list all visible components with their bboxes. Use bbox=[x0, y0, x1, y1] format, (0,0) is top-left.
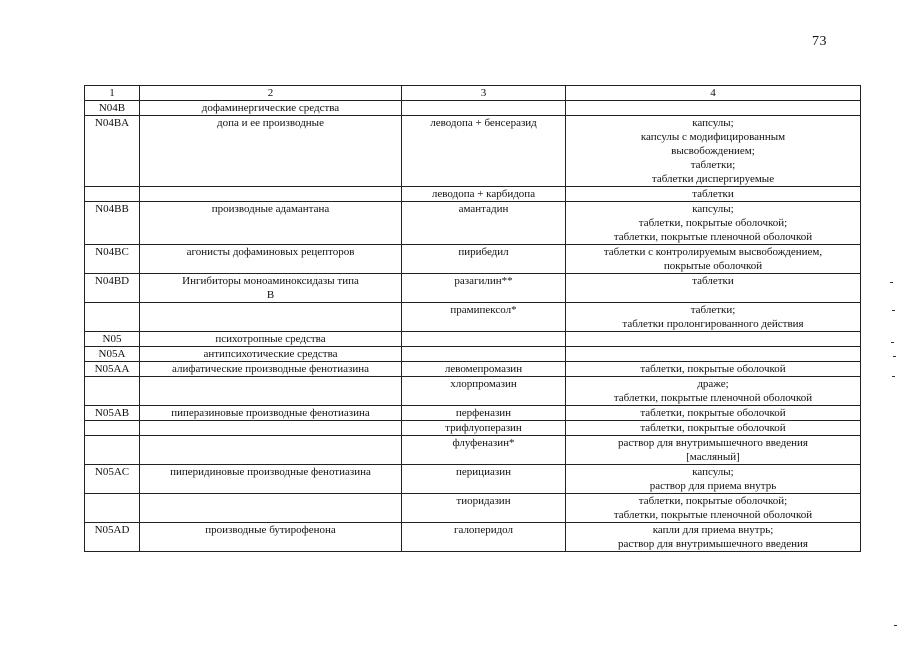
drug-name bbox=[402, 101, 566, 116]
dosage-form: таблетки, покрытые оболочкой bbox=[640, 407, 786, 419]
scan-mark bbox=[892, 376, 895, 377]
group-name-line: Ингибиторы моноаминоксидазы типа bbox=[182, 275, 359, 287]
dosage-form: драже; bbox=[697, 378, 729, 390]
atc-code bbox=[85, 494, 140, 523]
dosage-form: таблетки bbox=[692, 188, 734, 200]
dosage-form: таблетки, покрытые пленочной оболочкой bbox=[613, 392, 813, 404]
column-header-3: 3 bbox=[402, 86, 566, 101]
table-row bbox=[85, 421, 861, 436]
scan-margin-marks bbox=[888, 270, 900, 650]
dosage-forms bbox=[566, 116, 861, 187]
atc-code: N04BD bbox=[85, 274, 140, 303]
scan-mark bbox=[891, 342, 894, 343]
dosage-form: капли для приема внутрь; bbox=[652, 524, 774, 536]
dosage-forms bbox=[566, 101, 861, 116]
group-name: производные бутирофенона bbox=[140, 523, 402, 552]
atc-code bbox=[85, 436, 140, 465]
drug-name: флуфеназин* bbox=[402, 436, 566, 465]
table-row bbox=[85, 101, 861, 116]
dosage-forms bbox=[566, 406, 861, 421]
drug-name: леводопа + бенсеразид bbox=[402, 116, 566, 187]
dosage-form: капсулы; bbox=[692, 466, 734, 478]
group-name bbox=[140, 274, 402, 303]
dosage-form: таблетки с контролируемым высвобождением, bbox=[603, 246, 823, 258]
group-name: психотропные средства bbox=[140, 332, 402, 347]
page-number: 73 bbox=[812, 34, 827, 49]
atc-code: N04BB bbox=[85, 202, 140, 245]
group-name bbox=[140, 377, 402, 406]
group-name bbox=[140, 303, 402, 332]
column-header-4: 4 bbox=[566, 86, 861, 101]
dosage-forms bbox=[566, 245, 861, 274]
dosage-form: таблетки bbox=[692, 275, 734, 287]
atc-code bbox=[85, 187, 140, 202]
drug-name bbox=[402, 332, 566, 347]
dosage-forms bbox=[566, 436, 861, 465]
drug-name: перфеназин bbox=[402, 406, 566, 421]
drug-name: перициазин bbox=[402, 465, 566, 494]
group-name bbox=[140, 421, 402, 436]
column-header-1: 1 bbox=[85, 86, 140, 101]
table-row bbox=[85, 187, 861, 202]
drug-name: галоперидол bbox=[402, 523, 566, 552]
table-row bbox=[85, 377, 861, 406]
group-name: алифатические производные фенотиазина bbox=[140, 362, 402, 377]
group-name-line: В bbox=[266, 289, 275, 301]
dosage-forms bbox=[566, 303, 861, 332]
dosage-forms bbox=[566, 421, 861, 436]
dosage-form: [масляный] bbox=[686, 451, 740, 463]
dosage-form: капсулы; bbox=[692, 203, 734, 215]
table-row bbox=[85, 303, 861, 332]
dosage-form: таблетки; bbox=[690, 159, 736, 171]
group-name: пиперидиновые производные фенотиазина bbox=[140, 465, 402, 494]
dosage-form: раствор для приема внутрь bbox=[649, 480, 777, 492]
atc-code: N04B bbox=[85, 101, 140, 116]
dosage-form: таблетки; bbox=[690, 304, 736, 316]
atc-code bbox=[85, 377, 140, 406]
table-row bbox=[85, 347, 861, 362]
table-row bbox=[85, 494, 861, 523]
atc-code: N04BA bbox=[85, 116, 140, 187]
drug-name: пирибедил bbox=[402, 245, 566, 274]
group-name: допа и ее производные bbox=[140, 116, 402, 187]
dosage-form: таблетки пролонгированного действия bbox=[622, 318, 804, 330]
dosage-forms bbox=[566, 187, 861, 202]
dosage-form: капсулы; bbox=[692, 117, 734, 129]
table-row bbox=[85, 406, 861, 421]
dosage-form: таблетки, покрытые оболочкой bbox=[640, 422, 786, 434]
dosage-forms bbox=[566, 362, 861, 377]
dosage-forms bbox=[566, 523, 861, 552]
dosage-forms bbox=[566, 202, 861, 245]
dosage-forms bbox=[566, 377, 861, 406]
dosage-forms bbox=[566, 274, 861, 303]
dosage-form: таблетки, покрытые оболочкой; bbox=[638, 217, 788, 229]
atc-code bbox=[85, 303, 140, 332]
dosage-form: капсулы с модифицированным bbox=[640, 131, 786, 143]
group-name: антипсихотические средства bbox=[140, 347, 402, 362]
group-name: производные адамантана bbox=[140, 202, 402, 245]
scan-mark bbox=[892, 310, 895, 311]
table-row bbox=[85, 523, 861, 552]
atc-code: N05AC bbox=[85, 465, 140, 494]
table-row bbox=[85, 362, 861, 377]
table-row bbox=[85, 465, 861, 494]
dosage-form: таблетки, покрытые оболочкой bbox=[640, 363, 786, 375]
group-name: пиперазиновые производные фенотиазина bbox=[140, 406, 402, 421]
scan-mark bbox=[893, 356, 896, 357]
atc-code: N05AB bbox=[85, 406, 140, 421]
atc-code: N05AA bbox=[85, 362, 140, 377]
dosage-form: таблетки, покрытые оболочкой; bbox=[638, 495, 788, 507]
group-name bbox=[140, 187, 402, 202]
drug-name: хлорпромазин bbox=[402, 377, 566, 406]
drug-name: левомепромазин bbox=[402, 362, 566, 377]
dosage-forms bbox=[566, 332, 861, 347]
dosage-form: раствор для внутримышечного введения bbox=[618, 437, 808, 449]
drug-name: разагилин** bbox=[402, 274, 566, 303]
scan-mark bbox=[890, 282, 893, 283]
drug-name: леводопа + карбидопа bbox=[402, 187, 566, 202]
group-name: дофаминергические средства bbox=[140, 101, 402, 116]
dosage-form: таблетки диспергируемые bbox=[651, 173, 775, 185]
table-row bbox=[85, 116, 861, 187]
dosage-form: раствор для внутримышечного введения bbox=[618, 538, 808, 550]
dosage-form: покрытые оболочкой bbox=[663, 260, 763, 272]
atc-code: N05 bbox=[85, 332, 140, 347]
table-row bbox=[85, 274, 861, 303]
atc-code: N04BC bbox=[85, 245, 140, 274]
drug-name: амантадин bbox=[402, 202, 566, 245]
table-row bbox=[85, 202, 861, 245]
table-header-row bbox=[85, 86, 861, 101]
scan-mark bbox=[894, 625, 897, 626]
drug-name: трифлуоперазин bbox=[402, 421, 566, 436]
dosage-forms bbox=[566, 347, 861, 362]
atc-code: N05AD bbox=[85, 523, 140, 552]
drug-name: тиоридазин bbox=[402, 494, 566, 523]
table-row bbox=[85, 245, 861, 274]
group-name bbox=[140, 436, 402, 465]
drug-name: прамипексол* bbox=[402, 303, 566, 332]
table-row bbox=[85, 436, 861, 465]
dosage-form: таблетки, покрытые пленочной оболочкой bbox=[613, 509, 813, 521]
group-name: агонисты дофаминовых рецепторов bbox=[140, 245, 402, 274]
drug-name bbox=[402, 347, 566, 362]
column-header-2: 2 bbox=[140, 86, 402, 101]
dosage-form: таблетки, покрытые пленочной оболочкой bbox=[613, 231, 813, 243]
dosage-forms bbox=[566, 465, 861, 494]
atc-code bbox=[85, 421, 140, 436]
dosage-forms bbox=[566, 494, 861, 523]
atc-code: N05A bbox=[85, 347, 140, 362]
dosage-form: высвобождением; bbox=[671, 145, 755, 157]
group-name bbox=[140, 494, 402, 523]
table-row bbox=[85, 332, 861, 347]
drug-table bbox=[84, 85, 861, 552]
